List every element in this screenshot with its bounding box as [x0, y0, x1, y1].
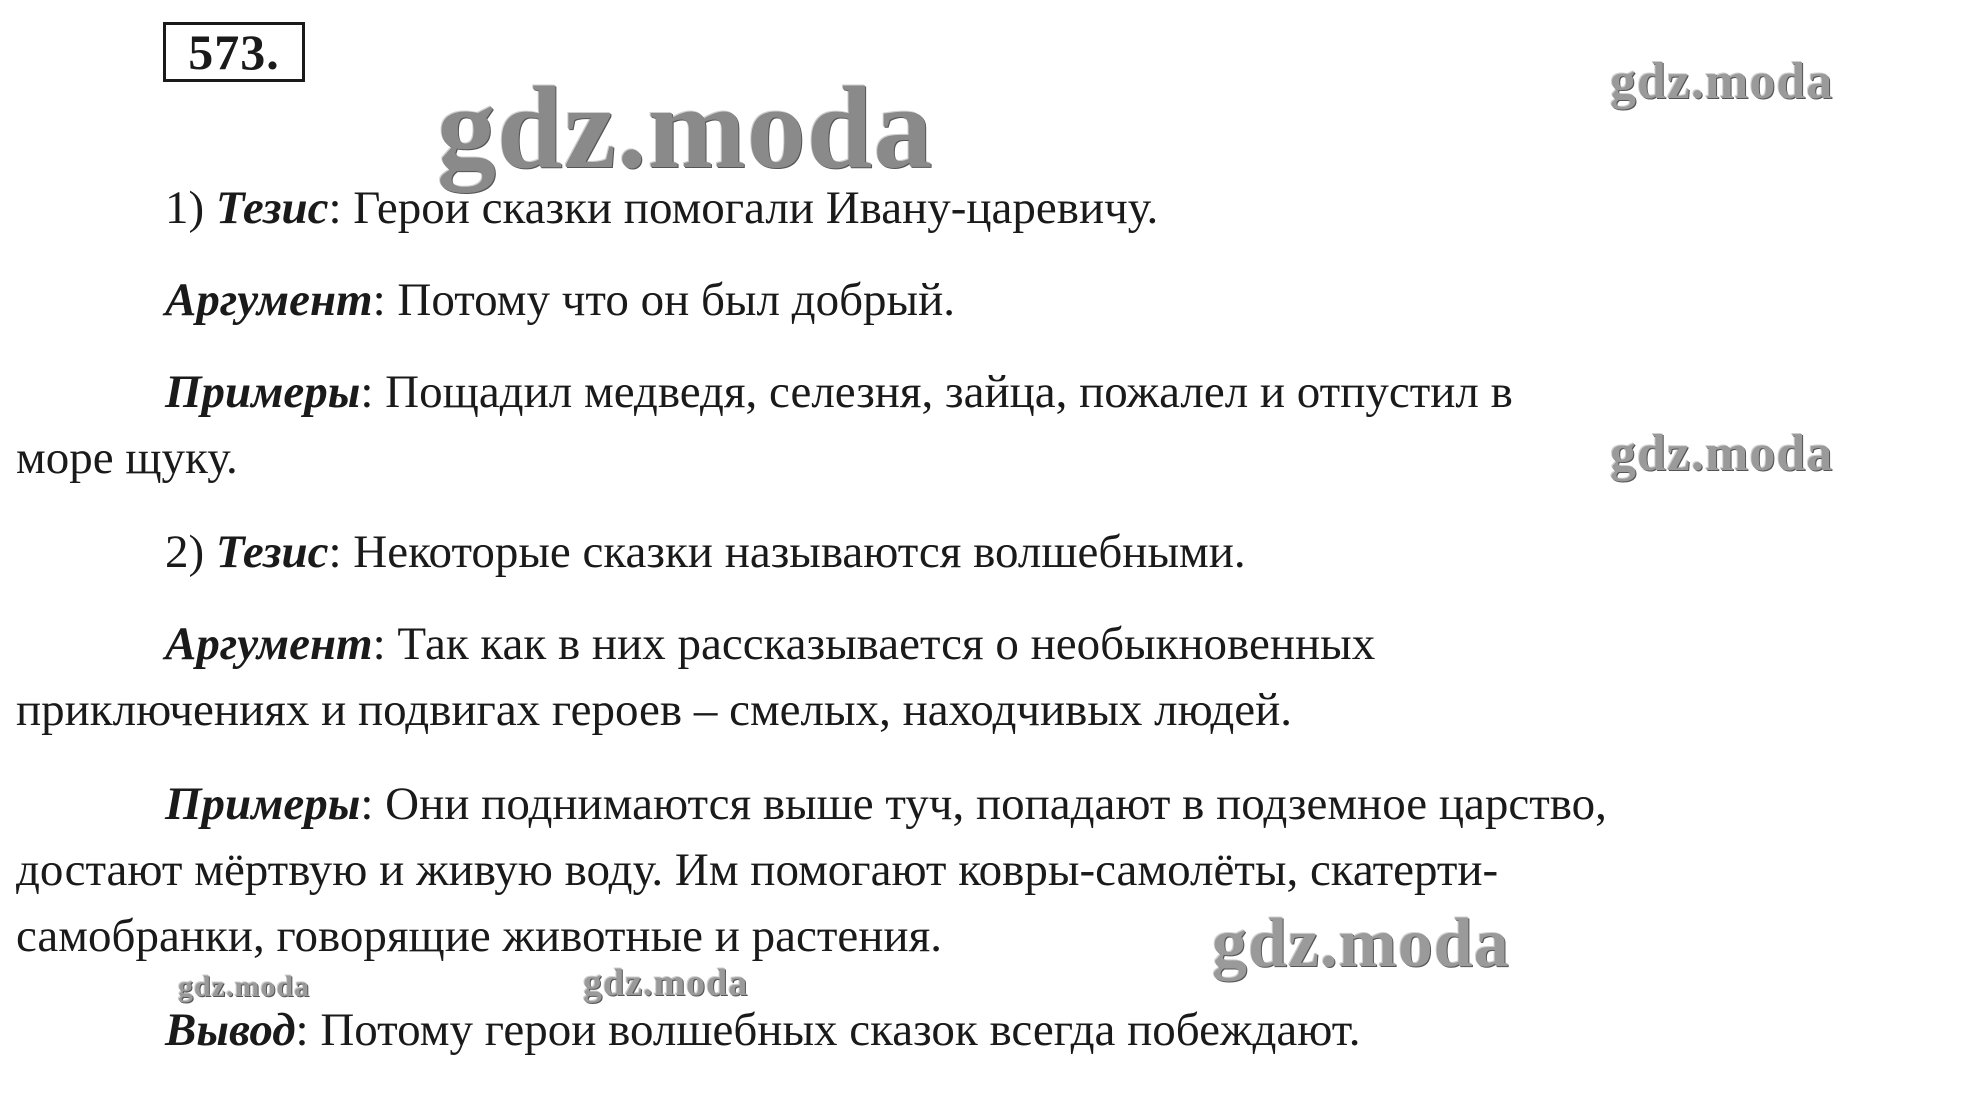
section1-argument-text: : Потому что он был добрый. — [372, 274, 955, 326]
section2-conclusion-label: Вывод — [165, 1004, 296, 1056]
section2-argument-text-1: : Так как в них рассказывается о необыкновенных — [372, 618, 1376, 670]
section2-examples-text-2: достают мёртвую и живую воду. Им помогают ковры-самолёты, скатерти- — [16, 844, 1499, 896]
section1-argument-line — [165, 272, 955, 328]
watermark-top: gdz.moda — [437, 62, 934, 193]
section2-examples-line3 — [16, 908, 942, 964]
section1-thesis-label: Тезис — [215, 182, 329, 234]
section2-conclusion-line — [165, 1002, 1360, 1058]
section2-examples-label: Примеры — [165, 778, 361, 830]
section2-argument-text-2: приключениях и подвигах героев – смелых, находчивых людей. — [16, 684, 1293, 736]
section1-examples-label: Примеры — [165, 366, 361, 418]
section1-examples-text-1: : Пощадил медведя, селезня, зайца, пожалел и отпустил в — [360, 366, 1513, 418]
watermark-small-left: gdz.moda — [178, 970, 311, 1003]
section1-argument-label: Аргумент — [165, 274, 373, 326]
section1-examples-line2 — [16, 430, 238, 486]
section2-thesis-label: Тезис — [215, 526, 329, 578]
watermark-bottom: gdz.moda — [1212, 905, 1510, 982]
watermark-small-mid: gdz.moda — [583, 962, 749, 1004]
watermark-top-right: gdz.moda — [1610, 53, 1834, 110]
task-number-box: 573. — [163, 22, 305, 82]
section2-examples-line1 — [165, 776, 1607, 832]
section2-argument-label: Аргумент — [165, 618, 373, 670]
section2-argument-line1 — [165, 616, 1375, 672]
section2-prefix: 2) — [165, 526, 216, 578]
section1-examples-text-2: море щуку. — [16, 432, 238, 484]
section1-examples-line1 — [165, 364, 1513, 420]
section1-thesis-line — [165, 180, 1158, 236]
section2-examples-text-1: : Они поднимаются выше туч, попадают в подземное царство, — [360, 778, 1607, 830]
section2-thesis-line — [165, 524, 1246, 580]
section1-thesis-text: : Герои сказки помогали Ивану-царевичу. — [328, 182, 1159, 234]
watermark-middle-right: gdz.moda — [1610, 425, 1834, 482]
section2-examples-text-3: самобранки, говорящие животные и растения. — [16, 910, 942, 962]
section2-conclusion-text: : Потому герои волшебных сказок всегда побеждают. — [295, 1004, 1361, 1056]
section2-examples-line2 — [16, 842, 1498, 898]
section1-prefix: 1) — [165, 182, 216, 234]
section2-thesis-text: : Некоторые сказки называются волшебными. — [328, 526, 1246, 578]
section2-argument-line2 — [16, 682, 1292, 738]
